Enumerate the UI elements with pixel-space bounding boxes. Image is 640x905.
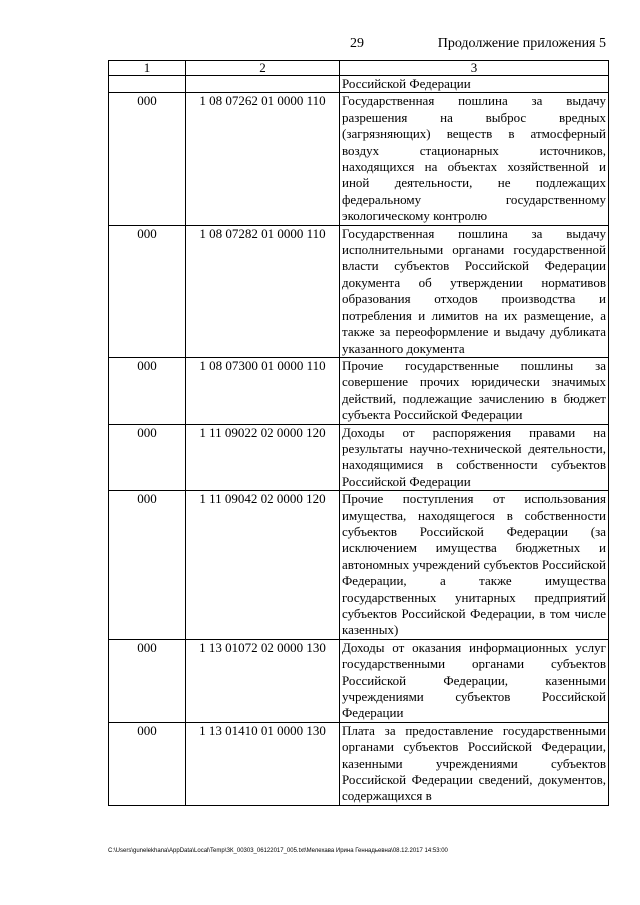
admin-code-cell: 000 bbox=[109, 357, 186, 424]
description-cell: Прочие поступления от использования имущества, находящегося в собственности субъектов Российской Федерации (за исключением имущества бюджетных и автономных учреждений субъектов Российской Федерации, а также имущества государственных унитарных предприятий субъектов Российской Федерации, в том числе казенных) bbox=[340, 491, 609, 640]
description-cell: Государственная пошлина за выдачу исполнительными органами государственной власти субъектов Российской Федерации документа об утверждении нормативов образования отходов производства и потребления и лимитов на их размещение, а также за переоформление и выдачу дубликата указанного документа bbox=[340, 225, 609, 357]
table-row bbox=[109, 357, 609, 424]
table-row-continuation bbox=[109, 76, 609, 93]
file-path-footer: C:\Users\gunelekhana\AppData\Local\Temp\ЗК_00303_06122017_005.txt\Мелехава Ирина Геннадьевна\08.12.2017 14:53:00 bbox=[108, 848, 448, 854]
revenue-code-cell: 1 11 09022 02 0000 120 bbox=[186, 424, 340, 491]
description-cell: Доходы от распоряжения правами на результаты научно-технической деятельности, находящимися в собственности субъектов Российской Федерации bbox=[340, 424, 609, 491]
table-row bbox=[109, 225, 609, 357]
table-row bbox=[109, 93, 609, 225]
empty-cell bbox=[186, 76, 340, 93]
admin-code-cell: 000 bbox=[109, 225, 186, 357]
revenue-code-cell: 1 13 01410 01 0000 130 bbox=[186, 722, 340, 805]
description-cell: Государственная пошлина за выдачу разрешения на выброс вредных (загрязняющих) веществ в атмосферный воздух стационарных источников, находящихся на объектах хозяйственной и иной деятельности, не подлежащих федеральному государственному экологическому контролю bbox=[340, 93, 609, 225]
table-row bbox=[109, 491, 609, 640]
revenue-codes-table bbox=[108, 60, 609, 806]
revenue-code-cell: 1 08 07262 01 0000 110 bbox=[186, 93, 340, 225]
admin-code-cell: 000 bbox=[109, 722, 186, 805]
empty-cell bbox=[109, 76, 186, 93]
continuation-caption: Продолжение приложения 5 bbox=[437, 36, 606, 51]
revenue-code-cell: 1 08 07282 01 0000 110 bbox=[186, 225, 340, 357]
table-row bbox=[109, 639, 609, 722]
description-cell: Доходы от оказания информационных услуг государственными органами субъектов Российской Федерации, казенными учреждениями субъектов Российской Федерации bbox=[340, 639, 609, 722]
admin-code-cell: 000 bbox=[109, 491, 186, 640]
admin-code-cell: 000 bbox=[109, 93, 186, 225]
description-cell: Плата за предоставление государственными органами субъектов Российской Федерации, казенными учреждениями субъектов Российской Федерации сведений, документов, содержащихся в bbox=[340, 722, 609, 805]
table-row bbox=[109, 722, 609, 805]
column-header-2: 2 bbox=[186, 61, 340, 76]
revenue-code-cell: 1 08 07300 01 0000 110 bbox=[186, 357, 340, 424]
revenue-code-cell: 1 13 01072 02 0000 130 bbox=[186, 639, 340, 722]
admin-code-cell: 000 bbox=[109, 424, 186, 491]
continued-description: Российской Федерации bbox=[340, 76, 609, 93]
revenue-code-cell: 1 11 09042 02 0000 120 bbox=[186, 491, 340, 640]
column-header-1: 1 bbox=[109, 61, 186, 76]
table-row bbox=[109, 424, 609, 491]
description-cell: Прочие государственные пошлины за совершение прочих юридически значимых действий, подлежащие зачислению в бюджет субъекта Российской Федерации bbox=[340, 357, 609, 424]
page-number: 29 bbox=[350, 36, 364, 51]
column-header-3: 3 bbox=[340, 61, 609, 76]
table-header-row bbox=[109, 61, 609, 76]
admin-code-cell: 000 bbox=[109, 639, 186, 722]
